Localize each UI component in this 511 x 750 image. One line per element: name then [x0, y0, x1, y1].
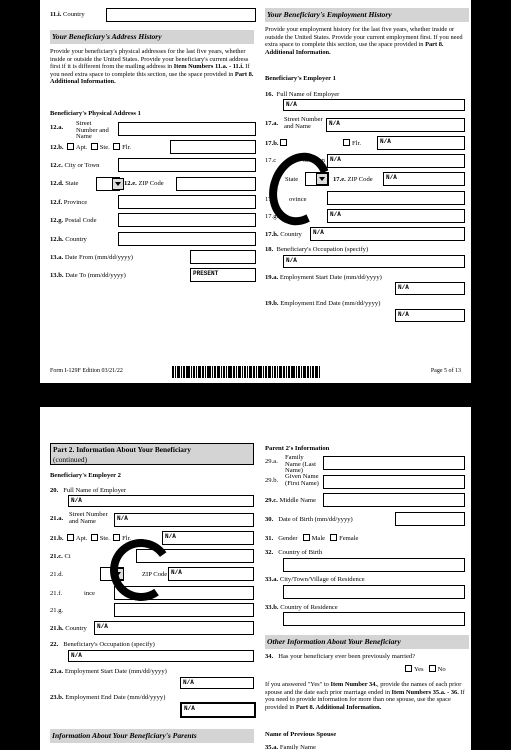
- field-12g-label: 12.g. Postal Code: [50, 217, 97, 224]
- flr-21b-checkbox[interactable]: [113, 534, 120, 541]
- occupation-18-input[interactable]: N/A: [283, 255, 465, 268]
- page-footer: [50, 365, 461, 379]
- field-21f-label: ince: [84, 590, 95, 597]
- field-32-label: 32. Country of Birth: [265, 549, 323, 556]
- city-17c-input[interactable]: N/A: [327, 154, 465, 168]
- field-17b-flr: Flr.: [343, 139, 361, 147]
- date-from-13a-input[interactable]: [190, 250, 256, 264]
- form-page-5: [40, 0, 471, 383]
- yes-checkbox[interactable]: [405, 665, 412, 672]
- field-12h-label: 12.h. Country: [50, 236, 87, 243]
- apt-17b-checkbox[interactable]: [280, 139, 287, 146]
- province-12f-input[interactable]: [118, 195, 256, 209]
- country-residence-33b-input[interactable]: [283, 612, 465, 626]
- flr-17b-checkbox[interactable]: [343, 139, 350, 146]
- employment-history-title: Your Beneficiary's Employment History: [265, 8, 469, 22]
- country-11i-input[interactable]: [106, 8, 256, 22]
- field-21h-label: 21.h. Country: [50, 625, 87, 632]
- field-21e-label: ZIP Code: [142, 571, 168, 578]
- employer-1-title: Beneficiary's Employer 1: [265, 75, 336, 82]
- city-12c-input[interactable]: [118, 158, 256, 172]
- address-history-title: Your Beneficiary's Address History: [50, 30, 254, 44]
- given-name-29b-input[interactable]: [323, 475, 465, 489]
- field-33b-label: 33.b. Country of Residence: [265, 604, 338, 611]
- field-17e-label: 17.e. ZIP Code: [333, 176, 373, 183]
- field-13b-label: 13.b. Date To (mm/dd/yyyy): [50, 272, 126, 279]
- male-checkbox[interactable]: [303, 534, 310, 541]
- field-22-label: 22. Beneficiary's Occupation (specify): [50, 641, 155, 648]
- flr-checkbox[interactable]: [113, 143, 120, 150]
- other-info-title: Other Information About Your Beneficiary: [265, 635, 469, 649]
- field-21d-num: 21.d.: [50, 571, 64, 578]
- start-date-23a-input[interactable]: N/A: [180, 677, 254, 689]
- field-17c-label: or Town: [303, 157, 325, 164]
- field-30-label: 30. Date of Birth (mm/dd/yyyy): [265, 516, 353, 523]
- province-17f-input[interactable]: [327, 191, 465, 205]
- employer-16-input[interactable]: N/A: [283, 99, 465, 111]
- end-date-19b-input[interactable]: N/A: [395, 309, 465, 322]
- previous-spouse-instructions: If you answered "Yes" to Item Number 34., provide the names of each prior spouse and the date each prior marriage ended in Item Numbers 35.a. - 36. If you need to provide information for more than one spouse, use the space provided in Part 8. Additional Information.: [265, 681, 465, 711]
- field-21g-num: 21.g.: [50, 607, 64, 614]
- apt-checkbox[interactable]: [67, 143, 74, 150]
- street-17a-input[interactable]: N/A: [326, 118, 465, 132]
- country-12h-input[interactable]: [118, 232, 256, 246]
- field-17a-label: 17.a.: [265, 120, 279, 127]
- country-17h-input[interactable]: N/A: [310, 227, 465, 241]
- street-12a-text: Street Number and Name: [76, 120, 109, 140]
- postal-17g-input[interactable]: N/A: [327, 209, 465, 223]
- barcode-image: [172, 366, 382, 378]
- country-birth-32-input[interactable]: [283, 558, 465, 572]
- city-residence-33a-input[interactable]: [283, 585, 465, 599]
- zip-12e-input[interactable]: [176, 177, 256, 191]
- postal-21g-input[interactable]: [114, 603, 254, 617]
- field-17g-num: 17.g.: [265, 213, 279, 220]
- field-13a-label: 13.a. Date From (mm/dd/yyyy): [50, 254, 133, 261]
- field-12e-label: 12.e. ZIP Code: [124, 180, 164, 187]
- start-date-19a-input[interactable]: N/A: [395, 282, 465, 295]
- field-17f-num: 17: [265, 196, 272, 203]
- parents-section-title: Information About Your Beneficiary's Parents: [50, 729, 254, 743]
- field-17c-num: 17.c: [265, 157, 277, 164]
- field-23b-label: 23.b. Employment End Date (mm/dd/yyyy): [50, 694, 166, 701]
- field-34-label: 34. Has your beneficiary ever been previously married?: [265, 653, 416, 660]
- state-dropdown-icon[interactable]: [112, 178, 124, 190]
- previous-spouse-title: Name of Previous Spouse: [265, 731, 337, 738]
- end-date-23b-input[interactable]: N/A: [180, 702, 256, 718]
- field-12d-label: 12.d. State: [50, 180, 79, 187]
- field-34-options: Yes No: [405, 665, 446, 673]
- field-31-row: 31. Gender Male Female: [265, 535, 359, 542]
- occupation-22-input[interactable]: N/A: [68, 650, 254, 662]
- field-21c-label: 21.c. Ci: [50, 553, 71, 560]
- field-17b-row: 17.b.: [265, 139, 289, 147]
- form-edition-label: Form I-129F Edition 03/21/22: [50, 368, 123, 374]
- street-12a-input[interactable]: [118, 122, 256, 136]
- field-33a-label: 33.a. City/Town/Village of Residence: [265, 576, 365, 583]
- field-29b-num: 29.b.: [265, 477, 279, 484]
- form-page-6: [40, 407, 471, 750]
- parent-2-title: Parent 2's Information: [265, 445, 330, 452]
- field-16-label: 16. Full Name of Employer: [265, 91, 340, 98]
- street-21a-input[interactable]: N/A: [114, 513, 254, 527]
- dob-30-input[interactable]: [395, 512, 465, 526]
- ste-checkbox[interactable]: [91, 143, 98, 150]
- unit-21b-input[interactable]: N/A: [162, 531, 254, 545]
- field-21a-label: 21.a.: [50, 515, 64, 522]
- employer-20-input[interactable]: N/A: [68, 495, 254, 507]
- part-2-title: Part 2. Information About Your Beneficiary: [53, 445, 191, 454]
- street-17a-text: Street Number and Name: [284, 116, 323, 130]
- field-12b-row: 12.b. Apt. Ste. Flr.: [50, 144, 132, 151]
- field-17d-label: State: [285, 176, 299, 183]
- unit-12b-input[interactable]: [170, 140, 256, 154]
- employment-history-instructions: Provide your employment history for the last five years, whether inside or outside the United States. Provide your current employment first. If you need extra space to complete this section, use the space provided in Part 8. Additional Information.: [265, 26, 463, 56]
- apt-21b-checkbox[interactable]: [67, 534, 74, 541]
- part-2-subtitle: (continued): [53, 454, 88, 464]
- field-29a-label: Family Name (Last Name): [285, 454, 316, 474]
- zip-17e-input[interactable]: N/A: [383, 172, 465, 186]
- field-19b-label: 19.b. Employment End Date (mm/dd/yyyy): [265, 300, 381, 307]
- field-21b-row: 21.b. Apt. Ste. Flr.: [50, 535, 132, 542]
- field-20-label: 20. Full Name of Employer: [50, 487, 127, 494]
- field-11i-label: 11.i. Country: [50, 11, 85, 18]
- female-checkbox[interactable]: [330, 534, 337, 541]
- field-23a-label: 23.a. Employment Start Date (mm/dd/yyyy): [50, 668, 167, 675]
- field-12c-label: 12.c. City or Town: [50, 162, 100, 169]
- no-checkbox[interactable]: [429, 665, 436, 672]
- field-17h-label: 17.h. Country: [265, 231, 302, 238]
- street-21a-text: Street Number and Name: [69, 511, 108, 525]
- field-29c-label: 29.c. Middle Name: [265, 497, 316, 504]
- field-19a-label: 19.a. Employment Start Date (mm/dd/yyyy): [265, 274, 382, 281]
- family-name-29a-input[interactable]: [323, 456, 465, 470]
- postal-12g-input[interactable]: [118, 213, 256, 227]
- country-21h-input[interactable]: N/A: [94, 621, 254, 635]
- ste-21b-checkbox[interactable]: [91, 534, 98, 541]
- field-18-label: 18. Beneficiary's Occupation (specify): [265, 246, 369, 253]
- page-number-label: Page 5 of 13: [430, 368, 461, 374]
- middle-name-29c-input[interactable]: [323, 493, 465, 507]
- date-to-13b-input[interactable]: PRESENT: [190, 268, 256, 282]
- field-29b-label: Given Name (First Name): [285, 473, 319, 487]
- field-21f-num: 21.f.: [50, 590, 63, 597]
- address-history-instructions: Provide your beneficiary's physical addresses for the last five years, whether inside or outside the United States. Provide your beneficiary's current address first if it is different from the mailing address in Item Numbers 11.a. - 11.i. If you need extra space to complete this section, use the space provided in Part 8. Additional Information.: [50, 48, 254, 85]
- zip-21e-input[interactable]: N/A: [168, 567, 254, 581]
- physical-address-1-title: Beneficiary's Physical Address 1: [50, 110, 141, 117]
- field-12f-label: 12.f. Province: [50, 199, 88, 206]
- unit-17b-input[interactable]: N/A: [377, 136, 465, 150]
- field-17f-label: ovince: [289, 196, 307, 203]
- part-2-header: [50, 443, 254, 465]
- field-29a-num: 29.a.: [265, 458, 278, 465]
- field-12a-label: 12.a.: [50, 124, 64, 131]
- employer-2-title: Beneficiary's Employer 2: [50, 472, 121, 479]
- field-35a-label: 35.a. Family Name: [265, 744, 316, 750]
